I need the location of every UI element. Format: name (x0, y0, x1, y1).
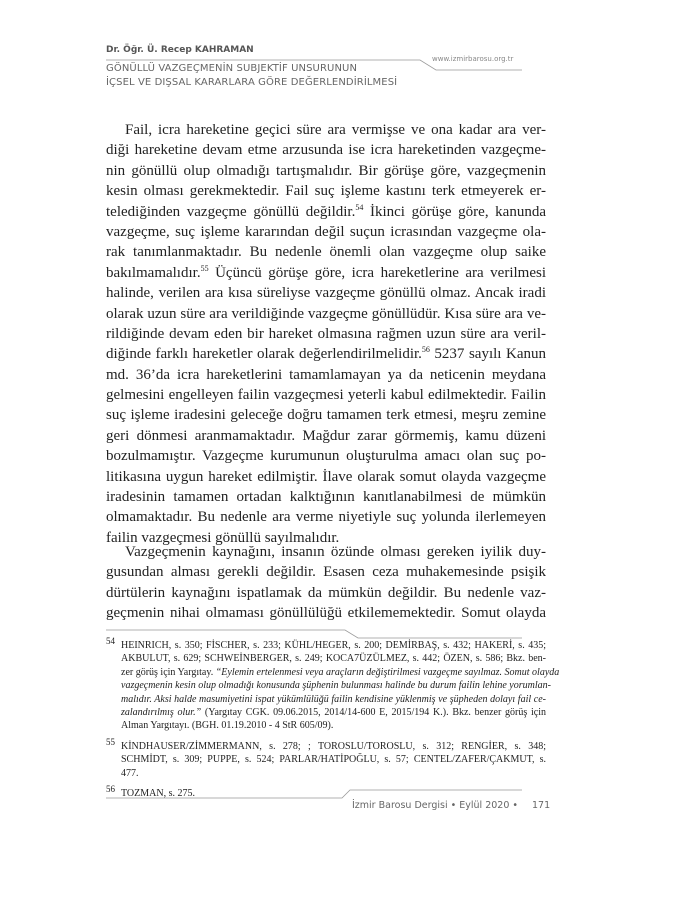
body-paragraph (106, 120, 546, 548)
footnote-line (106, 679, 551, 692)
text-line (106, 562, 546, 582)
text-line (106, 304, 546, 324)
text-run: vazgeçme, suç işleme kararından değil suçun icrasından vazgeçme ola- (106, 223, 546, 240)
text-run: geri dönmesi aranmamaktadır. Mağdur zarar görmemiş, kamu düzeni (106, 427, 546, 444)
running-title-line: GÖNÜLLÜ VAZGEÇMENİN SUBJEKTİF UNSURUNUN (106, 63, 358, 74)
text-line (106, 542, 546, 562)
text-run: HEINRICH, s. 350; FİSCHER, s. 233; KÜHL/HEGER, s. 200; DEMİRBAŞ, s. 432; HAKERİ, s. 435; (121, 640, 546, 651)
text-run: gusundan alması gerekli değildir. Esasen ceza muhakemesinde psişik (106, 564, 546, 581)
text-line (106, 365, 546, 385)
quoted-text: zalandırılmış olur.” (121, 706, 202, 718)
text-run: İkinci görüşe göre, kanunda (363, 203, 547, 220)
text-run: zer görüş için Yargıtay. (121, 666, 216, 678)
text-run: TOZMAN, s. 275. (121, 788, 195, 799)
text-line (106, 263, 546, 283)
text-run: bakılmamalıdır. (106, 264, 201, 281)
page-number: 171 (532, 800, 551, 811)
text-line (106, 324, 546, 344)
footnote-reference[interactable]: 54 (355, 202, 364, 212)
text-run: diğinde farklı hareketler olarak değerlendirilmelidir. (106, 346, 422, 363)
text-line (106, 242, 546, 262)
footnote (106, 784, 546, 800)
footnote-number: 55 (106, 737, 115, 747)
footnote-line (106, 706, 546, 719)
text-run: rildiğinde devam eden bir hareket olmasına rağmen uzun süre ara veril- (106, 325, 546, 342)
text-run: kesin olması gerekmektedir. Fail suç işleme kastını terk etmeyerek er- (106, 183, 546, 200)
text-run: (Yargıtay CGK. 09.06.2015, 2014/14-600 E, 2015/194 K.). Bkz. benzer görüş için (201, 706, 546, 718)
text-line (106, 487, 546, 507)
text-line (106, 161, 546, 181)
text-run: rak tanımlanmaktadır. Bu nedenle önemli olan vazgeçme olup saike (106, 244, 546, 261)
text-run: SCHMİDT, s. 309; PUPPE, s. 524; PARLAR/HATİPOĞLU, s. 57; CENTEL/ZAFER/ÇAKMUT, s. (121, 754, 546, 766)
text-run: bozulmamıştır. Vazgeçme kurumunun oluşturulma amacı olan suç po- (106, 448, 546, 465)
quoted-text: “Eylemin ertelenmesi veya araçların değiştirilmesi vazgeçme sayılmaz. Somut olayda (215, 666, 560, 678)
text-run: Alman Yargıtayı. (BGH. 01.19.2010 - 4 StR 605/09). (121, 720, 334, 732)
footnote-number: 54 (106, 636, 115, 646)
text-run: litikasına uygun hareket edilmiştir. İlave olarak somut olayda vazgeçme (106, 468, 546, 485)
text-run: Fail, icra hareketine geçici süre ara vermişse ve ona kadar ara ver- (125, 122, 546, 138)
footnote-line (106, 666, 560, 679)
text-run: telediğinden vazgeçme gönüllü değildir. (106, 203, 356, 220)
text-line (106, 181, 546, 201)
text-run: olmamaktadır. Bu nedenle ara verme niyetiyle suç yolunda ilerlemeyen (106, 509, 546, 526)
running-title-line: İÇSEL VE DIŞSAL KARARLARA GÖRE DEĞERLENDİRİLMESİ (106, 77, 398, 88)
footnote (106, 636, 560, 733)
text-run: nin gönüllü olup olmadığı tartışmalıdır. Bir görüşe göre, vazgeçmenin (106, 162, 546, 179)
journal-name: İzmir Barosu Dergisi • Eylül 2020 • (352, 800, 518, 811)
website-url: www.izmirbarosu.org.tr (432, 55, 514, 63)
text-run: olarak uzun süre ara verildiğinde vazgeçme gönüllüdür. Kısa süre ara ve- (106, 305, 546, 322)
footnote-line (106, 639, 546, 652)
text-run: iradesinin tamamen ortadan kalktığının kanıtlanabilmesi de mümkün (106, 489, 546, 506)
footnote-line (106, 719, 546, 732)
text-line (106, 344, 546, 364)
footnote-line (106, 693, 546, 706)
text-line (106, 405, 546, 425)
text-line (106, 426, 546, 446)
text-line (106, 583, 546, 603)
text-run: dürtülerin kaynağını ispatlamak da mümkün değildir. Bu nedenle vaz- (106, 584, 546, 601)
text-run: gelmesini engelleyen failin vazgeçmesi yeterli kabul edilmektedir. Failin (106, 387, 546, 404)
body-paragraph (106, 542, 546, 624)
page-footer (352, 800, 550, 811)
footnote-number: 56 (106, 784, 115, 794)
text-line (106, 467, 546, 487)
text-run: KİNDHAUSER/ZİMMERMANN, s. 278; ; TOROSLU/TOROSLU, s. 312; RENGİER, s. 348; (121, 741, 546, 752)
footnote-reference[interactable]: 55 (200, 263, 209, 273)
text-line (106, 446, 546, 466)
footnote-separator (106, 630, 522, 638)
text-run: diği hareketine devam etme arzusunda ise icra hareketinden vazgeçme- (106, 142, 546, 159)
text-run: 5237 sayılı Kanun (429, 346, 546, 363)
text-line (106, 283, 546, 303)
text-line (106, 603, 546, 623)
running-title (106, 62, 397, 90)
quoted-text: malıdır. Aksi halde masumiyetini ispat yükümlülüğü failin kendisine yüklenmiş ve şüpheden dolayı fail ce- (121, 693, 546, 705)
quoted-text: vazgeçmenin kesin olup olmadığı konusunda şüphenin bulunması halinde bu durum failin lehine yorumlan- (121, 680, 551, 692)
footnote-line (106, 740, 546, 753)
text-line (106, 385, 546, 405)
footnote-line (106, 652, 546, 665)
footnote-line (106, 753, 546, 766)
text-line (106, 222, 546, 242)
text-run: 477. (121, 767, 139, 779)
footnote-line (106, 767, 546, 780)
author-name: Dr. Öğr. Ü. Recep KAHRAMAN (106, 45, 254, 55)
text-run: geçmenin nihai olmaması gönüllülüğü etkilememektedir. Somut olayda (106, 605, 546, 622)
footnote (106, 737, 546, 780)
text-run: md. 36’da icra hareketlerini tamamlamayan ya da neticenin meydana (106, 366, 546, 383)
footnote-reference[interactable]: 56 (421, 345, 430, 355)
text-run: halinde, verilen ara kısa süreliyse vazgeçme gönüllü olmaz. Ancak iradi (106, 285, 546, 302)
text-line (106, 120, 546, 140)
text-line (106, 507, 546, 527)
text-run: suç işleme iradesini geleceğe doğru tamamen terk etmesi, meşru zemine (106, 407, 546, 424)
text-run: AKBULUT, s. 629; SCHWEİNBERGER, s. 249; KOCA7ÜZÜLMEZ, s. 442; ÖZEN, s. 586; Bkz. ben- (121, 653, 546, 665)
text-line (106, 140, 546, 160)
text-run: failin vazgeçmesi gönüllü sayılmalıdır. (106, 529, 340, 546)
text-line (106, 202, 546, 222)
text-run: Vazgeçmenin kaynağını, insanın özünde olması gereken iyilik duy- (125, 544, 546, 560)
footnote-line (106, 787, 546, 800)
text-run: Üçüncü görüşe göre, icra hareketlerine ara verilmesi (208, 264, 546, 281)
